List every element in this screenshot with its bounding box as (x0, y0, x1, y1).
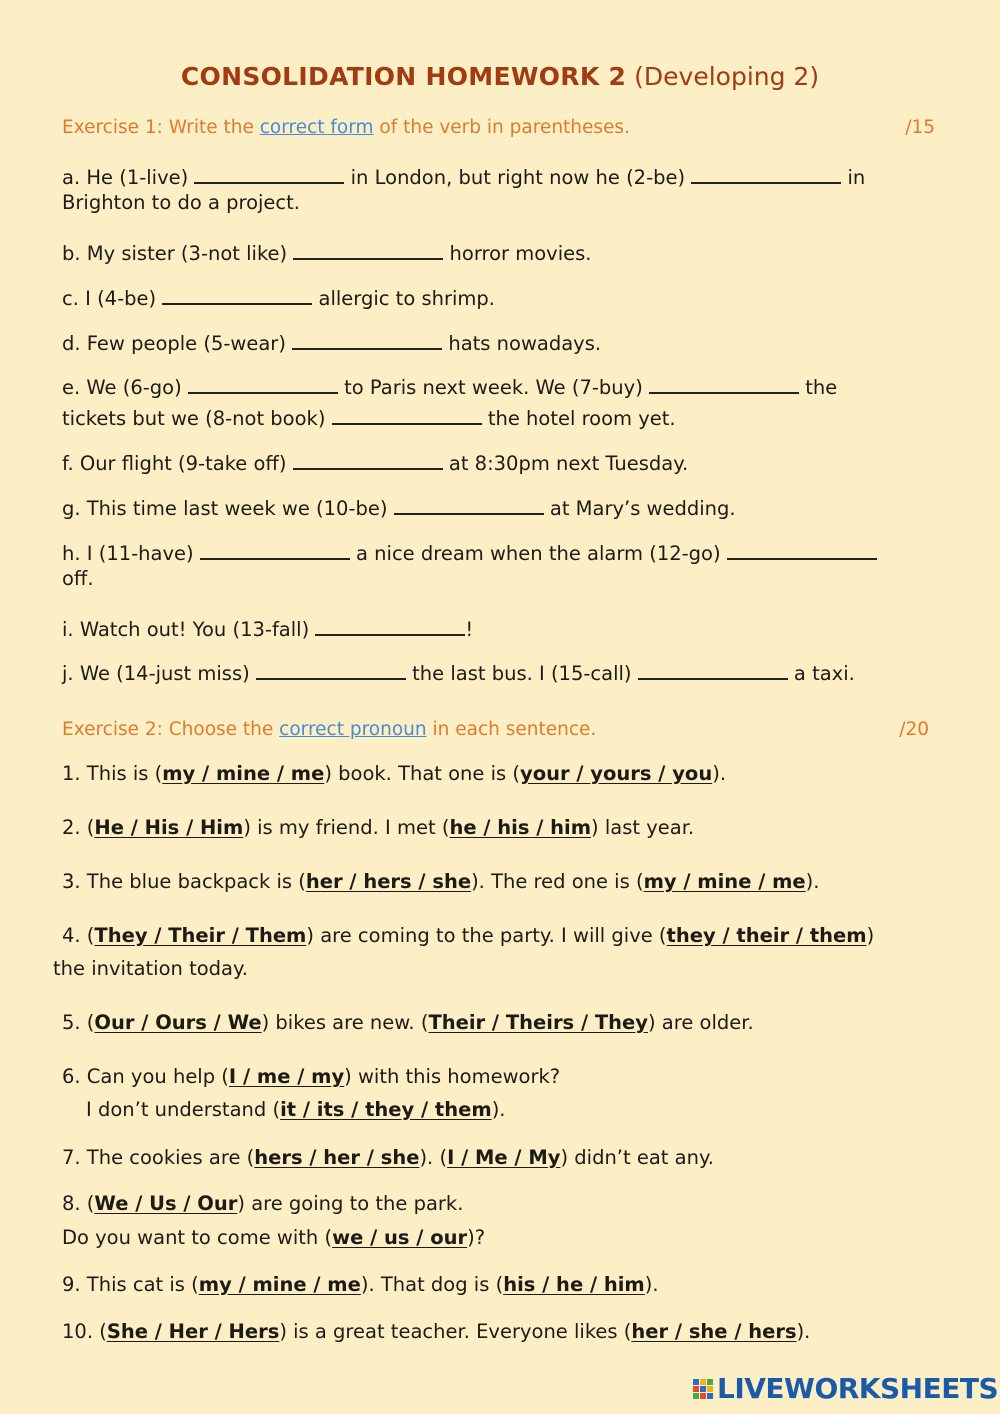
pronoun-choice[interactable]: his / he / him (503, 1273, 645, 1296)
ex1-item-a-cont (62, 191, 300, 214)
exercise-2-heading (62, 719, 936, 740)
text: h. I (11-have) (62, 542, 200, 565)
ex2-instruction-end: in each sentence. (426, 719, 597, 740)
text: hats nowadays. (442, 332, 602, 355)
text: I don’t understand ( (86, 1098, 281, 1121)
text: ). (644, 1273, 659, 1296)
ex1-score: /15 (905, 117, 935, 138)
text: ) last year. (591, 816, 695, 839)
text: g. This time last week we (10-be) (62, 497, 394, 520)
ex2-question-10 (62, 1320, 810, 1343)
text: ). (712, 762, 727, 785)
ex2-question-4 (62, 924, 874, 947)
answer-blank-3[interactable] (293, 236, 443, 260)
pronoun-choice[interactable]: Our / Ours / We (94, 1011, 262, 1034)
text: ) are coming to the party. I will give ( (306, 924, 667, 947)
text: off. (62, 567, 94, 590)
ex2-instruction-link: correct pronoun (279, 719, 427, 740)
title-main: CONSOLIDATION HOMEWORK 2 (180, 62, 627, 91)
answer-blank-13[interactable] (315, 612, 465, 636)
pronoun-choice[interactable]: She / Her / Hers (106, 1320, 280, 1343)
text: the invitation today. (53, 957, 248, 980)
text: a. He (1-live) (62, 166, 195, 189)
text: ) is my friend. I met ( (243, 816, 450, 839)
text: a nice dream when the alarm (12-go) (349, 542, 727, 565)
text: e. We (6-go) (62, 376, 188, 399)
ex1-item-h (62, 536, 877, 565)
ex2-question-7 (62, 1146, 714, 1169)
logo-text: LIVEWORKSHEETS (717, 1372, 999, 1405)
ex2-question-2 (62, 816, 694, 839)
text: j. We (14-just miss) (62, 662, 256, 685)
ex1-item-i (62, 612, 473, 641)
text: c. I (4-be) (62, 287, 163, 310)
text: tickets but we (8-not book) (62, 407, 332, 430)
liveworksheets-logo (692, 1372, 998, 1405)
pronoun-choice[interactable]: They / Their / Them (94, 924, 307, 947)
ex1-item-b (62, 236, 592, 265)
ex1-item-f (62, 446, 688, 475)
pronoun-choice[interactable]: I / Me / My (447, 1146, 561, 1169)
answer-blank-7[interactable] (649, 370, 799, 394)
answer-blank-15[interactable] (638, 656, 788, 680)
pronoun-choice[interactable]: hers / her / she (254, 1146, 420, 1169)
pronoun-choice[interactable]: I / me / my (228, 1065, 345, 1088)
text: ). That dog is ( (360, 1273, 504, 1296)
ex2-question-8 (62, 1192, 463, 1215)
text: 5. ( (62, 1011, 95, 1034)
text: ) bikes are new. ( (261, 1011, 429, 1034)
text: i. Watch out! You (13-fall) (62, 618, 316, 641)
text: the (799, 376, 838, 399)
text: ). ( (419, 1146, 448, 1169)
text: in (841, 166, 866, 189)
text: at Mary’s wedding. (543, 497, 736, 520)
pronoun-choice[interactable]: We / Us / Our (94, 1192, 238, 1215)
text: 10. ( (62, 1320, 107, 1343)
answer-blank-9[interactable] (293, 446, 443, 470)
text: ) with this homework? (344, 1065, 561, 1088)
answer-blank-2[interactable] (691, 160, 841, 184)
answer-blank-5[interactable] (292, 326, 442, 350)
text: 1. This is ( (62, 762, 163, 785)
ex1-item-a (62, 160, 865, 189)
pronoun-choice[interactable]: Their / Theirs / They (428, 1011, 648, 1034)
ex1-instruction-link: correct form (259, 117, 374, 138)
text: ). (491, 1098, 506, 1121)
text: in London, but right now he (2-be) (344, 166, 692, 189)
pronoun-choice[interactable]: my / mine / me (198, 1273, 361, 1296)
ex2-question-4-cont (53, 957, 248, 980)
answer-blank-14[interactable] (256, 656, 406, 680)
ex1-item-c (62, 281, 495, 310)
ex2-question-1 (62, 762, 726, 785)
text: ) book. That one is ( (324, 762, 520, 785)
title-subtitle: (Developing 2) (634, 62, 820, 91)
text: 7. The cookies are ( (62, 1146, 255, 1169)
text: ). (796, 1320, 811, 1343)
text: ) is a great teacher. Everyone likes ( (279, 1320, 632, 1343)
pronoun-choice[interactable]: her / hers / she (305, 870, 472, 893)
ex1-item-e (62, 370, 837, 399)
text: the hotel room yet. (481, 407, 676, 430)
answer-blank-6[interactable] (188, 370, 338, 394)
text: 9. This cat is ( (62, 1273, 199, 1296)
liveworksheets-logo-icon (692, 1376, 714, 1402)
ex2-question-3 (62, 870, 819, 893)
pronoun-choice[interactable]: we / us / our (332, 1226, 468, 1249)
text: Do you want to come with ( (62, 1226, 333, 1249)
text: 4. ( (62, 924, 95, 947)
ex1-item-e-cont (62, 401, 676, 430)
ex1-item-h-cont (62, 567, 94, 590)
pronoun-choice[interactable]: my / mine / me (643, 870, 806, 893)
ex1-item-d (62, 326, 601, 355)
text: to Paris next week. We (7-buy) (337, 376, 650, 399)
ex2-question-9 (62, 1273, 659, 1296)
ex2-question-5 (62, 1011, 754, 1034)
answer-blank-12[interactable] (727, 536, 877, 560)
answer-blank-10[interactable] (394, 491, 544, 515)
text: ) didn’t eat any. (560, 1146, 714, 1169)
text: ) are going to the park. (237, 1192, 464, 1215)
text: ) are older. (647, 1011, 754, 1034)
text: 6. Can you help ( (62, 1065, 229, 1088)
answer-blank-4[interactable] (162, 281, 312, 305)
text: ) (866, 924, 875, 947)
text: f. Our flight (9-take off) (62, 452, 293, 475)
text: 8. ( (62, 1192, 95, 1215)
exercise-1-heading (62, 117, 942, 138)
ex1-instruction-start: Exercise 1: Write the (62, 117, 260, 138)
text: )? (467, 1226, 486, 1249)
pronoun-choice[interactable]: your / yours / you (520, 762, 713, 785)
answer-blank-11[interactable] (200, 536, 350, 560)
text: ). The red one is ( (471, 870, 644, 893)
answer-blank-8[interactable] (332, 401, 482, 425)
text: ). (805, 870, 820, 893)
ex1-item-j (62, 656, 855, 685)
pronoun-choice[interactable]: my / mine / me (162, 762, 325, 785)
pronoun-choice[interactable]: her / she / hers (631, 1320, 797, 1343)
answer-blank-1[interactable] (194, 160, 344, 184)
text: at 8:30pm next Tuesday. (442, 452, 689, 475)
text: 3. The blue backpack is ( (62, 870, 306, 893)
ex2-question-6-cont (86, 1098, 506, 1121)
pronoun-choice[interactable]: He / His / Him (94, 816, 244, 839)
text: the last bus. I (15-call) (405, 662, 638, 685)
ex2-question-8-cont (62, 1226, 485, 1249)
ex1-item-g (62, 491, 736, 520)
text: b. My sister (3-not like) (62, 242, 294, 265)
ex2-score: /20 (899, 719, 929, 740)
text: Brighton to do a project. (62, 191, 300, 214)
text: a taxi. (787, 662, 855, 685)
text: d. Few people (5-wear) (62, 332, 293, 355)
pronoun-choice[interactable]: it / its / they / them (280, 1098, 492, 1121)
worksheet-title (0, 62, 1000, 91)
ex2-instruction-start: Exercise 2: Choose the (62, 719, 280, 740)
ex2-question-6 (62, 1065, 560, 1088)
text: horror movies. (443, 242, 592, 265)
text: ! (465, 618, 474, 641)
pronoun-choice[interactable]: they / their / them (666, 924, 867, 947)
text: 2. ( (62, 816, 95, 839)
text: allergic to shrimp. (312, 287, 495, 310)
pronoun-choice[interactable]: he / his / him (449, 816, 592, 839)
ex1-instruction-end: of the verb in parentheses. (373, 117, 630, 138)
